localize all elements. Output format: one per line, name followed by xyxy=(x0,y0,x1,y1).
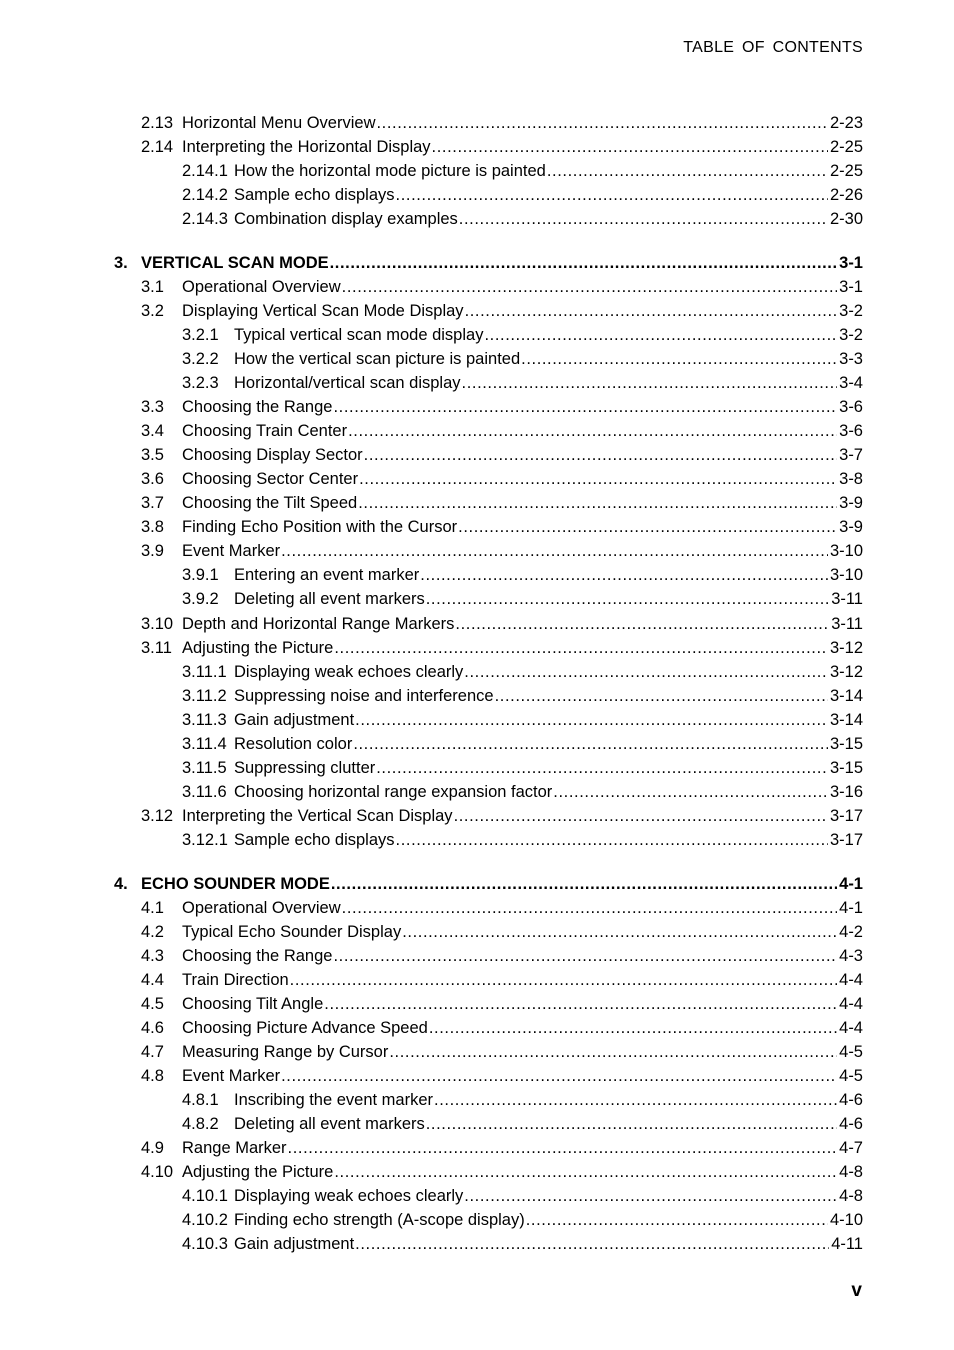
toc-entry-number: 3.6 xyxy=(141,470,164,489)
toc-entry-page: 3-12 xyxy=(829,662,863,681)
toc-entry-page: 3-14 xyxy=(829,710,863,729)
dot-leader xyxy=(455,614,829,634)
toc-entry-title: Choosing the Range xyxy=(182,946,333,965)
toc-entry[interactable] xyxy=(141,417,863,441)
dot-leader xyxy=(402,922,837,942)
toc-entry-title: Sample echo displays xyxy=(234,830,395,849)
dot-leader xyxy=(334,1162,837,1182)
toc-entry-title: Finding Echo Position with the Cursor xyxy=(182,518,458,537)
toc-entry-page: 4-8 xyxy=(839,1187,863,1206)
toc-entry-title: How the horizontal mode picture is painted xyxy=(234,162,546,181)
dot-leader xyxy=(396,830,828,850)
dot-leader xyxy=(281,541,828,561)
toc-entry-page: 3-17 xyxy=(829,830,863,849)
toc-entry-title: Gain adjustment xyxy=(234,1235,355,1254)
toc-entry-number: 4.10.1 xyxy=(182,1187,228,1206)
toc-entry[interactable] xyxy=(182,730,863,754)
dot-leader xyxy=(484,325,837,345)
toc-entry[interactable] xyxy=(182,1182,863,1206)
dot-leader xyxy=(454,806,828,826)
toc-entry-number: 3.11.1 xyxy=(182,662,227,681)
toc-entry-number: 4.10.2 xyxy=(182,1211,228,1230)
toc-entry-title: Suppressing clutter xyxy=(234,758,376,777)
dot-leader xyxy=(426,1114,837,1134)
toc-entry-page: 4-11 xyxy=(831,1235,863,1254)
toc-entry-title: Finding echo strength (A-scope display) xyxy=(234,1211,525,1230)
toc-chapter[interactable] xyxy=(114,249,863,273)
dot-leader xyxy=(377,113,828,133)
toc-entry[interactable] xyxy=(141,1014,863,1038)
toc-entry-number: 3.2.1 xyxy=(182,325,219,344)
toc-entry-number: 3.10 xyxy=(141,614,174,633)
toc-entry-title: Deleting all event markers xyxy=(234,1115,425,1133)
toc-entry-number: 3.7 xyxy=(141,494,164,513)
toc-entry-page: 4-7 xyxy=(839,1139,863,1158)
dot-leader xyxy=(458,517,837,537)
toc-entry[interactable] xyxy=(182,1230,863,1254)
toc-entry-page: 3-14 xyxy=(829,686,863,705)
toc-entry[interactable] xyxy=(182,157,863,181)
toc-entry-page: 2-25 xyxy=(829,138,863,157)
toc-entry[interactable] xyxy=(141,990,863,1014)
toc-entry-title: How the vertical scan picture is painted xyxy=(234,349,521,368)
toc-entry-number: 3.9.1 xyxy=(182,566,219,585)
toc-entry-number: 3.12.1 xyxy=(182,830,228,849)
toc-entry-title: Choosing Picture Advance Speed xyxy=(182,1018,428,1037)
toc-entry-page: 4-1 xyxy=(839,898,863,917)
dot-leader xyxy=(331,874,837,894)
toc-entry-page: 4-3 xyxy=(839,946,863,965)
toc-entry[interactable] xyxy=(141,537,863,561)
dot-leader xyxy=(355,710,828,730)
toc-entry[interactable] xyxy=(141,1158,863,1182)
toc-entry-page: 4-4 xyxy=(839,1018,863,1037)
toc-entry-title: Resolution color xyxy=(234,734,353,753)
toc-entry-number: 4.5 xyxy=(141,994,164,1013)
dot-leader xyxy=(526,1210,828,1230)
toc-entry-page: 3-3 xyxy=(839,349,863,368)
toc-entry-page: 3-11 xyxy=(831,590,863,609)
toc-entry-page: 3-6 xyxy=(839,398,863,417)
toc-entry-page: 3-1 xyxy=(839,277,863,296)
dot-leader xyxy=(547,161,828,181)
toc-entry-number: 4.1 xyxy=(141,898,164,917)
dot-leader xyxy=(553,782,828,802)
toc-entry-title: Typical Echo Sounder Display xyxy=(182,922,402,941)
toc-entry-page: 2-25 xyxy=(829,162,863,181)
toc-entry-title: Suppressing noise and interference xyxy=(234,686,494,705)
toc-entry[interactable] xyxy=(141,634,863,658)
toc-entry-page: 4-4 xyxy=(839,970,863,989)
toc-entry-title: Operational Overview xyxy=(182,898,341,917)
toc-entry-number: 3.11.2 xyxy=(182,686,227,705)
toc-entry[interactable] xyxy=(182,778,863,802)
toc-chapter[interactable] xyxy=(114,870,863,894)
toc-entry-number: 4.10 xyxy=(141,1163,174,1182)
toc-entry[interactable] xyxy=(182,658,863,682)
toc-entry-page: 4-4 xyxy=(839,994,863,1013)
toc-entry-page: 3-4 xyxy=(839,374,863,392)
toc-entry-page: 3-11 xyxy=(831,614,863,633)
dot-leader xyxy=(342,898,837,918)
dot-leader xyxy=(420,565,828,585)
toc-entry-number: 3.11.5 xyxy=(182,758,227,777)
toc-entry-number: 4.4 xyxy=(141,970,164,989)
dot-leader xyxy=(359,469,837,489)
dot-leader xyxy=(330,253,838,273)
running-header: TABLE OF CONTENTS xyxy=(683,39,863,56)
dot-leader xyxy=(462,373,838,393)
toc-entry[interactable] xyxy=(182,754,863,778)
toc-entry-title: Deleting all event markers xyxy=(234,590,425,609)
toc-entry-page: 3-16 xyxy=(829,782,863,801)
toc-entry-page: 4-2 xyxy=(839,922,863,941)
dot-leader xyxy=(342,277,837,297)
toc-entry[interactable] xyxy=(182,181,863,205)
dot-leader xyxy=(355,1234,829,1254)
toc-entry-number: 4.6 xyxy=(141,1018,164,1037)
dot-leader xyxy=(389,1042,837,1062)
toc-entry[interactable] xyxy=(182,1110,863,1134)
toc-entry[interactable] xyxy=(182,369,863,393)
toc-entry-page: 4-8 xyxy=(839,1163,863,1182)
dot-leader xyxy=(348,421,837,441)
toc-entry-title: ECHO SOUNDER MODE xyxy=(141,874,330,893)
toc-entry-title: Displaying weak echoes clearly xyxy=(234,1187,464,1206)
dot-leader xyxy=(459,209,828,229)
toc-entry-page: 3-15 xyxy=(829,734,863,753)
toc-entry[interactable] xyxy=(141,894,863,918)
dot-leader xyxy=(333,397,837,417)
toc-entry-number: 4.7 xyxy=(141,1042,164,1061)
toc-entry[interactable] xyxy=(182,205,863,229)
dot-leader xyxy=(465,301,838,321)
toc-entry-page: 3-9 xyxy=(839,518,863,537)
dot-leader xyxy=(434,1090,837,1110)
dot-leader xyxy=(333,946,837,966)
toc-entry-title: Measuring Range by Cursor xyxy=(182,1042,389,1061)
toc-entry-title: Choosing horizontal range expansion factor xyxy=(234,782,553,801)
dot-leader xyxy=(432,137,828,157)
page-number: v xyxy=(851,1280,862,1301)
toc-entry-page: 3-1 xyxy=(839,253,863,272)
toc-entry-title: Adjusting the Picture xyxy=(182,638,334,657)
toc-entry-number: 2.13 xyxy=(141,114,174,132)
toc-entry-number: 2.14.3 xyxy=(182,210,228,229)
toc-entry-number: 4.8.2 xyxy=(182,1115,219,1133)
toc-entry-number: 3.2.2 xyxy=(182,349,219,368)
toc-entry-page: 2-30 xyxy=(829,210,863,229)
dot-leader xyxy=(281,1066,837,1086)
toc-entry-number: 3. xyxy=(114,253,128,272)
toc-entry-page: 3-8 xyxy=(839,470,863,489)
toc-entry-number: 3.2 xyxy=(141,301,164,320)
toc-entry-title: Choosing the Range xyxy=(182,398,333,417)
toc-entry-page: 3-10 xyxy=(829,542,863,561)
toc-entry[interactable] xyxy=(141,465,863,489)
toc-entry-page: 2-23 xyxy=(829,114,863,132)
toc-entry[interactable] xyxy=(141,273,863,297)
toc-entry[interactable] xyxy=(182,682,863,706)
toc-entry-number: 3.9.2 xyxy=(182,590,219,609)
toc-entry[interactable] xyxy=(141,489,863,513)
toc-entry-number: 4.8 xyxy=(141,1066,164,1085)
dot-leader xyxy=(290,970,837,990)
toc-entry-title: Sample echo displays xyxy=(234,186,395,205)
toc-entry[interactable] xyxy=(141,942,863,966)
toc-entry[interactable] xyxy=(141,1062,863,1086)
toc-entry-page: 4-5 xyxy=(839,1042,863,1061)
toc-entry[interactable] xyxy=(182,585,863,609)
dot-leader xyxy=(364,445,837,465)
toc-entry[interactable] xyxy=(182,826,863,850)
toc-entry[interactable] xyxy=(141,297,863,321)
dot-leader xyxy=(334,638,828,658)
toc-entry-title: Typical vertical scan mode display xyxy=(234,325,484,344)
toc-entry-number: 4.2 xyxy=(141,922,164,941)
toc-entry[interactable] xyxy=(141,1038,863,1062)
toc-entry-number: 4. xyxy=(114,874,128,893)
toc-entry-page: 3-7 xyxy=(839,446,863,465)
toc-entry-number: 2.14 xyxy=(141,138,174,157)
toc-entry-page: 3-9 xyxy=(839,494,863,513)
dot-leader xyxy=(521,349,837,369)
toc-entry-number: 3.8 xyxy=(141,518,164,537)
toc-entry-number: 4.3 xyxy=(141,946,164,965)
toc-entry[interactable] xyxy=(141,513,863,537)
toc-entry[interactable] xyxy=(182,1206,863,1230)
dot-leader xyxy=(353,734,828,754)
toc-entry-page: 3-2 xyxy=(839,325,863,344)
toc-entry[interactable] xyxy=(141,918,863,942)
toc-entry-title: Operational Overview xyxy=(182,277,341,296)
toc-entry-number: 3.12 xyxy=(141,806,174,825)
toc-entry[interactable] xyxy=(141,610,863,634)
dot-leader xyxy=(464,1186,837,1206)
toc-entry-title: Horizontal Menu Overview xyxy=(182,114,376,132)
toc-entry[interactable] xyxy=(141,133,863,157)
toc-entry[interactable] xyxy=(141,393,863,417)
toc-entry-title: Horizontal/vertical scan display xyxy=(234,374,461,392)
toc-entry-title: Displaying Vertical Scan Mode Display xyxy=(182,301,464,320)
toc-entry-title: Choosing the Tilt Speed xyxy=(182,494,358,513)
toc-entry-number: 3.11.3 xyxy=(182,710,227,729)
toc-entry-title: Displaying weak echoes clearly xyxy=(234,662,464,681)
toc-entry-page: 3-2 xyxy=(839,301,863,320)
dot-leader xyxy=(396,185,828,205)
toc-entry-page: 3-6 xyxy=(839,422,863,441)
toc-entry-title: Interpreting the Vertical Scan Display xyxy=(182,806,453,825)
toc-entry[interactable] xyxy=(141,1134,863,1158)
toc-entry-title: Gain adjustment xyxy=(234,710,355,729)
toc-entry-page: 4-6 xyxy=(839,1115,863,1133)
toc-entry-number: 3.9 xyxy=(141,542,164,561)
toc-entry[interactable] xyxy=(182,345,863,369)
dot-leader xyxy=(464,662,828,682)
dot-leader xyxy=(324,994,837,1014)
toc-entry-page: 3-12 xyxy=(829,638,863,657)
toc-entry-page: 3-10 xyxy=(829,566,863,585)
toc-entry-number: 2.14.2 xyxy=(182,186,228,205)
dot-leader xyxy=(495,686,828,706)
toc-entry-number: 4.8.1 xyxy=(182,1090,219,1109)
dot-leader xyxy=(426,589,829,609)
toc-entry-title: Event Marker xyxy=(182,542,281,561)
toc-entry-number: 3.1 xyxy=(141,277,164,296)
toc-entry-number: 3.11 xyxy=(141,638,172,657)
toc-entry-number: 2.14.1 xyxy=(182,162,228,181)
toc-entry-title: Choosing Sector Center xyxy=(182,470,359,489)
toc-entry-number: 3.5 xyxy=(141,446,164,465)
toc-entry-number: 3.2.3 xyxy=(182,374,219,392)
toc-entry-title: Adjusting the Picture xyxy=(182,1163,334,1182)
toc-entry-title: Choosing Display Sector xyxy=(182,446,363,465)
toc-entry[interactable] xyxy=(182,321,863,345)
toc-entry-number: 4.10.3 xyxy=(182,1235,228,1254)
toc-entry-title: Depth and Horizontal Range Markers xyxy=(182,614,455,633)
toc-entry-page: 4-6 xyxy=(839,1090,863,1109)
toc-entry-title: VERTICAL SCAN MODE xyxy=(141,253,329,272)
toc-entry-title: Event Marker xyxy=(182,1066,281,1085)
toc-entry[interactable] xyxy=(141,966,863,990)
toc-entry-page: 3-17 xyxy=(829,806,863,825)
toc-entry-number: 3.3 xyxy=(141,398,164,417)
toc-entry-title: Choosing Tilt Angle xyxy=(182,994,324,1013)
toc-entry[interactable] xyxy=(182,561,863,585)
toc-entry-number: 3.4 xyxy=(141,422,164,441)
toc-entry-page: 3-15 xyxy=(829,758,863,777)
toc-entry[interactable] xyxy=(182,1086,863,1110)
toc-entry-number: 3.11.4 xyxy=(182,734,227,753)
dot-leader xyxy=(376,758,828,778)
toc-entry[interactable] xyxy=(141,109,863,133)
toc-entry-page: 4-1 xyxy=(839,874,863,893)
toc-entry-title: Range Marker xyxy=(182,1139,287,1158)
toc-entry[interactable] xyxy=(182,706,863,730)
toc-entry[interactable] xyxy=(141,802,863,826)
dot-leader xyxy=(429,1018,837,1038)
toc-entry-number: 3.11.6 xyxy=(182,782,227,801)
toc-entry-page: 4-5 xyxy=(839,1066,863,1085)
toc-entry-number: 4.9 xyxy=(141,1139,164,1158)
dot-leader xyxy=(358,493,837,513)
toc-entry-page: 2-26 xyxy=(829,186,863,205)
toc-entry[interactable] xyxy=(141,441,863,465)
dot-leader xyxy=(288,1138,838,1158)
toc-entry-title: Choosing Train Center xyxy=(182,422,348,441)
toc-entry-page: 4-10 xyxy=(829,1211,863,1230)
toc-entry-title: Inscribing the event marker xyxy=(234,1090,434,1109)
toc-entry-title: Entering an event marker xyxy=(234,566,420,585)
toc-entry-title: Train Direction xyxy=(182,970,289,989)
toc-entry-title: Combination display examples xyxy=(234,210,458,229)
toc-entry-title: Interpreting the Horizontal Display xyxy=(182,138,431,157)
